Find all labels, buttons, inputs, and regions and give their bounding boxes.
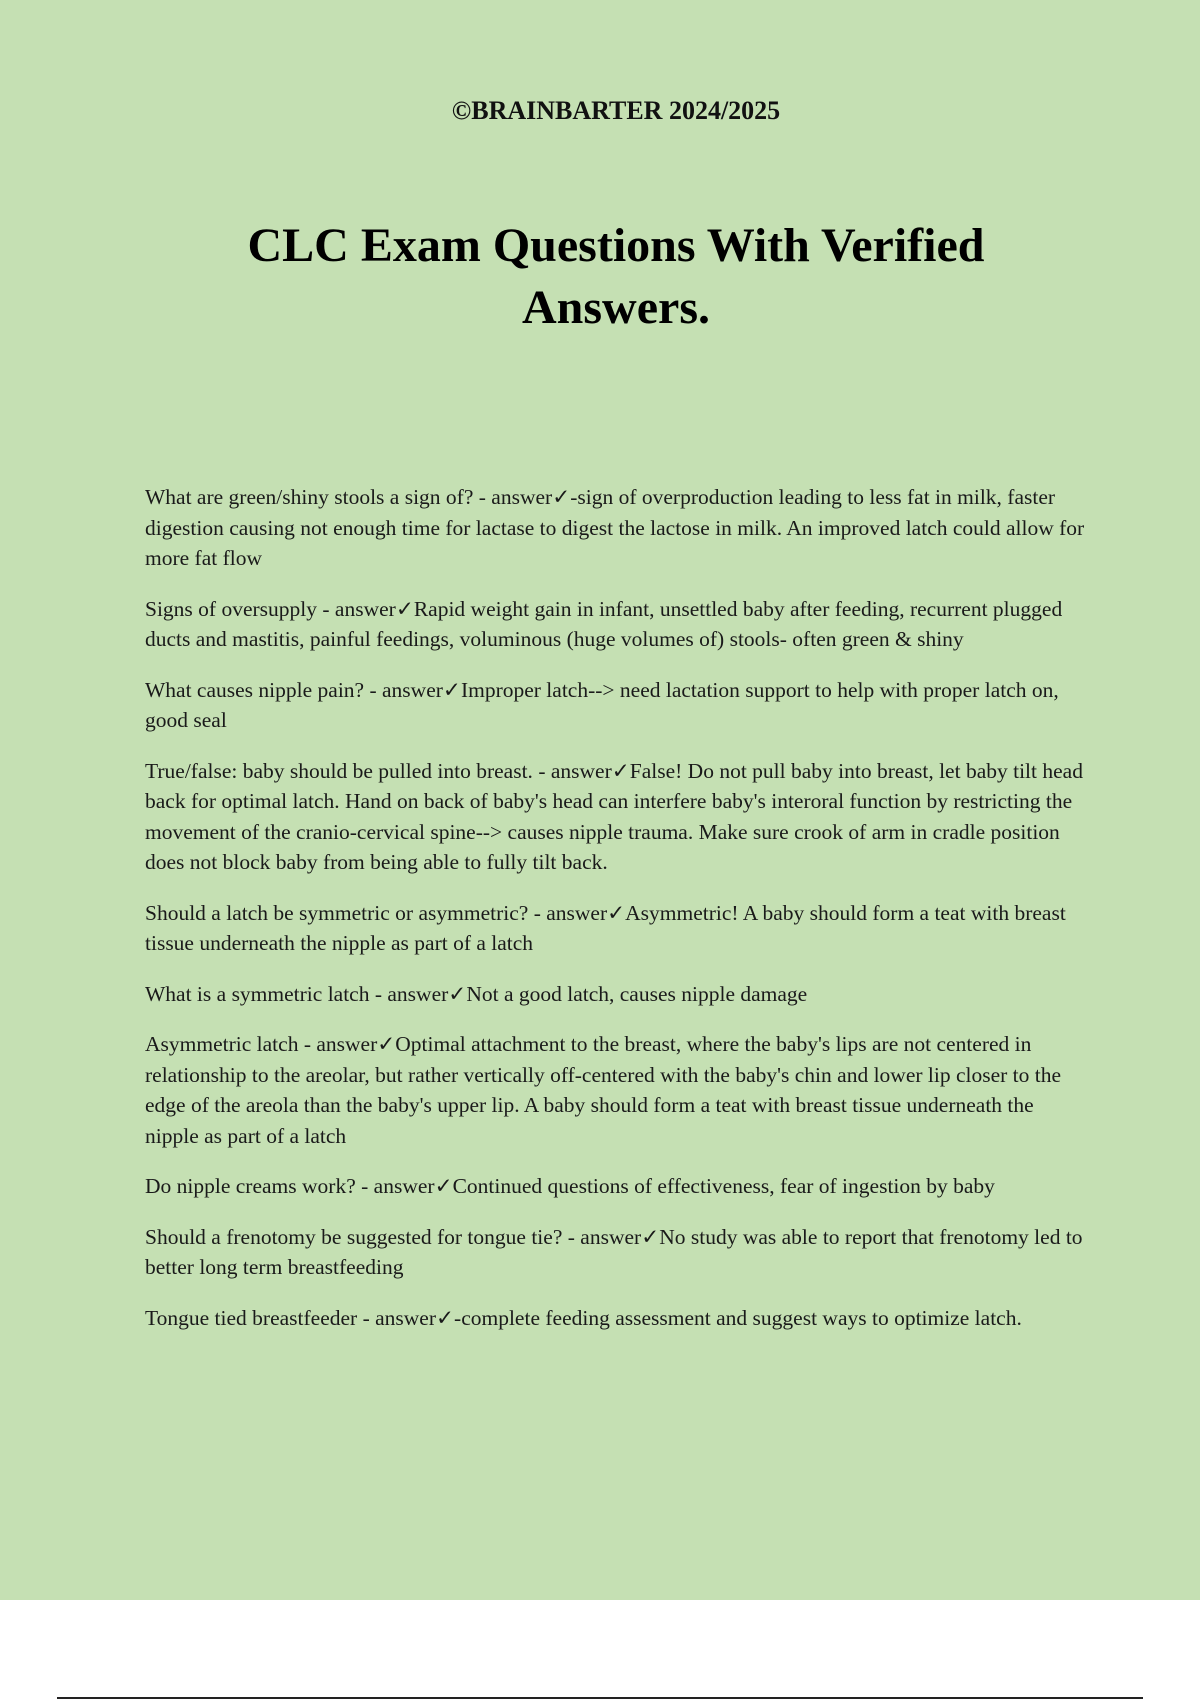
check-mark-icon: ✓ — [395, 596, 414, 621]
qa-item — [145, 1222, 1090, 1283]
question-text: Should a latch be symmetric or asymmetric? — [145, 900, 529, 925]
check-mark-icon: ✓ — [607, 900, 626, 925]
answer-separator: - answer — [369, 981, 449, 1006]
question-text: Tongue tied breastfeeder — [145, 1305, 358, 1330]
check-mark-icon: ✓ — [442, 677, 461, 702]
qa-item — [145, 898, 1090, 959]
qa-item — [145, 1303, 1090, 1334]
answer-separator: - answer — [562, 1224, 642, 1249]
answer-separator: - answer — [317, 596, 396, 621]
question-text: True/false: baby should be pulled into breast. — [145, 758, 533, 783]
answer-separator: - answer — [355, 1174, 435, 1198]
question-text: Signs of oversupply — [145, 596, 317, 621]
answer-text: -sign of overproduction leading to less fat in milk, faster digestion causing not enough time for lactase to digest the lactose in milk. An improved latch could allow for more fat flow — [145, 485, 1085, 570]
qa-item — [145, 979, 1090, 1010]
check-mark-icon: ✓ — [434, 1174, 453, 1198]
answer-text: Continued questions of effectiveness, fear of ingestion by baby — [452, 1174, 995, 1198]
answer-text: False! Do not pull baby into breast, let baby tilt head back for optimal latch. Hand on back of baby's head can interfere baby's interoral function by restricting the movement of the cranio-cervical spine--> causes nipple trauma. Make sure crook of arm in cradle position does not block baby from being able to fully tilt back. — [145, 758, 1083, 874]
footer-divider — [57, 1697, 1143, 1699]
question-text: What are green/shiny stools a sign of? — [145, 485, 474, 509]
answer-separator: - answer — [364, 677, 443, 702]
check-mark-icon: ✓ — [377, 1032, 396, 1056]
question-text: Do nipple creams work? — [145, 1174, 356, 1198]
check-mark-icon: ✓ — [448, 981, 467, 1006]
answer-text: Asymmetric! A baby should form a teat with breast tissue underneath the nipple as part of a latch — [145, 900, 1066, 955]
answer-separator: - answer — [532, 758, 612, 783]
answer-text: Rapid weight gain in infant, unsettled baby after feeding, recurrent plugged ducts and mastitis, painful feedings, voluminous (huge volumes of) stools- often green & shiny — [145, 596, 1063, 651]
qa-item — [145, 1171, 1090, 1202]
check-mark-icon: ✓ — [641, 1224, 660, 1249]
question-text: Should a frenotomy be suggested for tongue tie? — [145, 1224, 563, 1249]
check-mark-icon: ✓ — [436, 1305, 455, 1330]
answer-text: -complete feeding assessment and suggest ways to optimize latch. — [454, 1305, 1022, 1330]
qa-list — [145, 482, 1090, 1353]
qa-item — [145, 594, 1090, 655]
question-text: What is a symmetric latch — [145, 981, 370, 1006]
answer-separator: - answer — [298, 1032, 378, 1056]
qa-item — [145, 482, 1090, 574]
qa-item — [145, 675, 1090, 736]
qa-item — [145, 1029, 1090, 1151]
question-text: What causes nipple pain? — [145, 677, 365, 702]
answer-text: Optimal attachment to the breast, where the baby's lips are not centered in relationship to the areolar, but rather vertically off-centered with the baby's chin and lower lip closer to the edge of the areola than the baby's upper lip. A baby should form a teat with breast tissue underneath the nipple as part of a latch — [145, 1032, 1062, 1148]
copyright-header: ©BRAINBARTER 2024/2025 — [451, 96, 781, 125]
qa-item — [145, 756, 1090, 878]
answer-text: Improper latch--> need lactation support to help with proper latch on, good seal — [145, 677, 1059, 732]
check-mark-icon: ✓ — [611, 758, 630, 783]
document-title: CLC Exam Questions With Verified Answers. — [247, 219, 985, 334]
answer-separator: - answer — [357, 1305, 437, 1330]
answer-text: No study was able to report that frenotomy led to better long term breastfeeding — [145, 1224, 1083, 1279]
answer-text: Not a good latch, causes nipple damage — [466, 981, 808, 1006]
check-mark-icon: ✓ — [552, 485, 571, 509]
question-text: Asymmetric latch — [145, 1032, 299, 1056]
answer-separator: - answer — [473, 485, 553, 509]
answer-separator: - answer — [528, 900, 608, 925]
